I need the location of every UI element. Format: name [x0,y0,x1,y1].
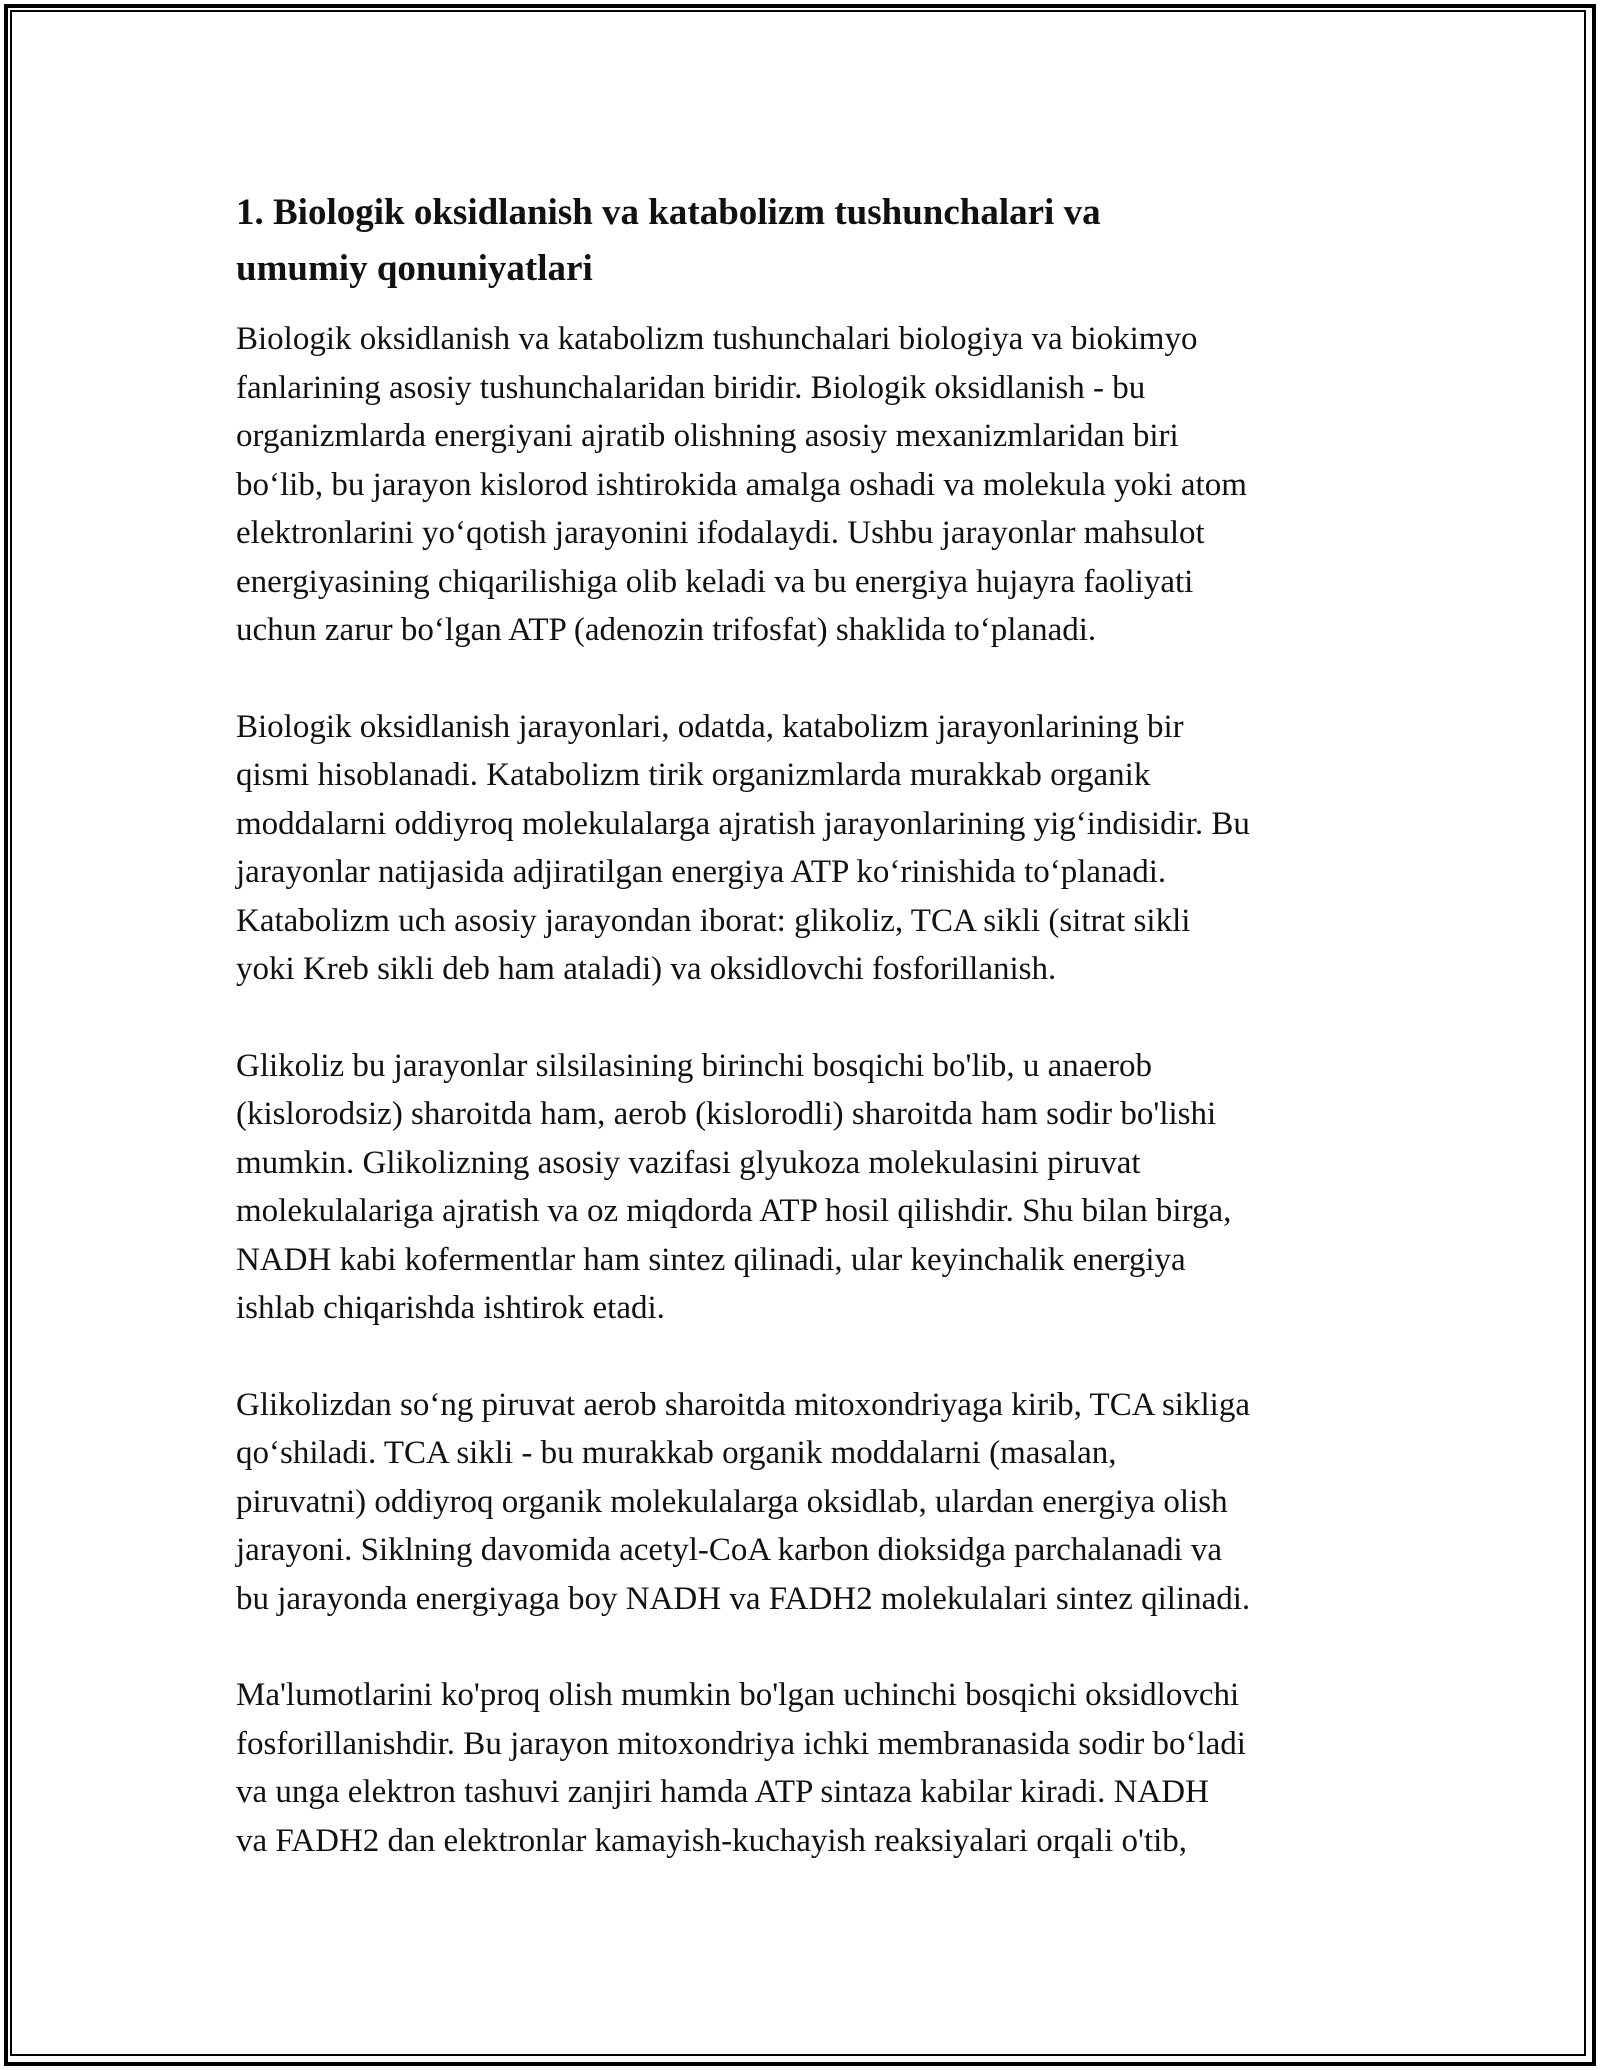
text-line: Glikoliz bu jarayonlar silsilasining birinchi bosqichi bo'lib, u anaerob [236,1047,1153,1084]
paragraph-3 [236,1042,1376,1333]
text-line: Katabolizm uch asosiy jarayondan iborat: glikoliz, TCA sikli (sitrat sikli [236,902,1191,939]
text-line: elektronlarini yo‘qotish jarayonini ifodalaydi. Ushbu jarayonlar mahsulot [236,515,1205,551]
text-line: Biologik oksidlanish va katabolizm tushunchalari biologiya va biokimyo [236,321,1198,357]
text-line: mumkin. Glikolizning asosiy vazifasi glyukoza molekulasini piruvat [236,1144,1141,1181]
text-line: ishlab chiqarishda ishtirok etadi. [236,1290,665,1326]
text-line: qismi hisoblanadi. Katabolizm tirik organizmlarda murakkab organik [236,757,1151,793]
document-page [236,185,1376,1913]
paragraph-4 [236,1381,1376,1624]
text-line: (kislorodsiz) sharoitda ham, aerob (kislorodli) sharoitda ham sodir bo'lishi [236,1096,1217,1132]
text-line: Biologik oksidlanish jarayonlari, odatda, katabolizm jarayonlarining bir [236,708,1184,745]
paragraph-5 [236,1671,1376,1865]
text-line: uchun zarur bo‘lgan ATP (adenozin trifosfat) shaklida to‘planadi. [236,612,1097,648]
section-heading [236,185,1376,297]
paragraph-1 [236,315,1376,655]
heading-line: umumiy qonuniyatlari [236,248,593,289]
text-line: jarayonlar natijasida adjiratilgan energiya ATP ko‘rinishida to‘planadi. [236,854,1167,890]
text-line: moddalarni oddiyroq molekulalarga ajratish jarayonlarining yig‘indisidir. Bu [236,805,1250,842]
text-line: yoki Kreb sikli deb ham ataladi) va oksidlovchi fosforillanish. [236,951,1057,987]
text-line: NADH kabi kofermentlar ham sintez qilinadi, ular keyinchalik energiya [236,1241,1186,1278]
text-line: organizmlarda energiyani ajratib olishning asosiy mexanizmlaridan biri [236,418,1179,454]
text-line: fosforillanishdir. Bu jarayon mitoxondriya ichki membranasida sodir bo‘ladi [236,1725,1246,1762]
text-line: energiyasining chiqarilishiga olib keladi va bu energiya hujayra faoliyati [236,563,1194,600]
text-line: bu jarayonda energiyaga boy NADH va FADH2 molekulalari sintez qilinadi. [236,1580,1251,1617]
paragraph-2 [236,703,1376,994]
text-line: va unga elektron tashuvi zanjiri hamda ATP sintaza kabilar kiradi. NADH [236,1774,1209,1810]
text-line: bo‘lib, bu jarayon kislorod ishtirokida amalga oshadi va molekula yoki atom [236,466,1247,503]
text-line: piruvatni) oddiyroq organik molekulalarga oksidlab, ulardan energiya olish [236,1483,1228,1520]
text-line: fanlarining asosiy tushunchalaridan biridir. Biologik oksidlanish - bu [236,369,1146,406]
text-line: qo‘shiladi. TCA sikli - bu murakkab organik moddalarni (masalan, [236,1435,1117,1471]
text-line: jarayoni. Siklning davomida acetyl-CoA karbon dioksidga parchalanadi va [236,1532,1223,1568]
heading-line: 1. Biologik oksidlanish va katabolizm tushunchalari va [236,192,1101,233]
text-line: va FADH2 dan elektronlar kamayish-kuchayish reaksiyalari orqali o'tib, [236,1822,1188,1859]
text-line: Glikolizdan so‘ng piruvat aerob sharoitda mitoxondriyaga kirib, TCA sikliga [236,1386,1250,1423]
text-line: molekulalariga ajratish va oz miqdorda ATP hosil qilishdir. Shu bilan birga, [236,1193,1232,1229]
text-line: Ma'lumotlarini ko'proq olish mumkin bo'lgan uchinchi bosqichi oksidlovchi [236,1677,1240,1713]
